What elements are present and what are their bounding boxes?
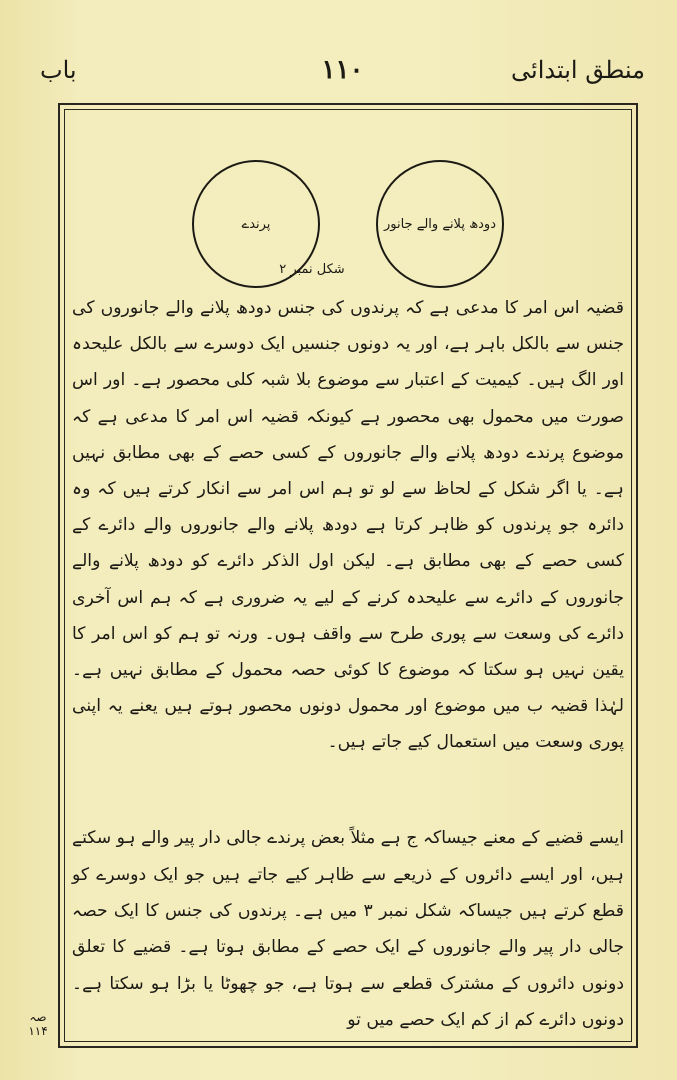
paragraph-1-text: قضیہ اس امر کا مدعی ہے کہ پرندوں کی جنس دودھ پلانے والے جانوروں کی جنس سے بالکل باہر ہے، اور یہ دونوں جنسیں ایک دوسرے سے بالکل علیحدہ اور الگ ہیں۔ کیمیت کے اعتبار سے موضوع بلا شبہ کلی محصور ہے۔ اور اس صورت میں محمول بھی محصور ہے کیونکہ قضیہ اس امر کا مدعی ہے کہ موضوع پرندے دودھ پلانے والے جانوروں کے کسی حصے کے بھی مطابق نہیں ہے۔ یا اگر شکل کے لحاظ سے لو تو ہم اس امر سے انکار کرتے ہیں کہ وہ دائرہ جو پرندوں کو ظاہر کرتا ہے دودھ پلانے والے جانوروں والے دائرے کے کسی حصے کے بھی مطابق ہے۔ لیکن اول الذکر دائرے کو دودھ پلانے والے جانوروں کے دائرے سے علیحدہ کرنے کے لیے یہ ضروری ہے کہ ہم اس آخری دائرے کی وسعت سے پوری طرح سے واقف ہوں۔ ورنہ تو ہم کو اس امر کا یقین نہیں ہو سکتا کہ موضوع کا کوئی حصہ محمول کے مطابق نہیں ہے۔ لہٰذا قضیہ ب میں موضوع اور محمول دونوں محصور ہوتے ہیں یعنے یہ اپنی پوری وسعت میں استعمال کیے جاتے ہیں۔ (72, 298, 624, 753)
paragraph-2 (72, 803, 624, 1056)
page-number: ۱۱۰ (321, 55, 364, 85)
paragraph-1 (72, 290, 624, 761)
chapter-tag: باب (40, 56, 77, 84)
book-title: منطق ابتدائی (511, 56, 645, 84)
circle-mammals-label: دودھ پلانے والے جانور (383, 216, 497, 232)
circle-birds-label: پرندے (241, 216, 271, 232)
page-header (40, 50, 645, 90)
margin-note: صہ ۱۱۴ (28, 1010, 48, 1038)
circle-mammals (376, 160, 504, 288)
figure-caption: شکل نمبر ۲ (279, 262, 345, 277)
paragraph-2-text: ایسے قضیے کے معنے جیساکہ ج ہے مثلاً بعض پرندے جالی دار پیر والے ہو سکتے ہیں، اور ایسے دائروں کے ذریعے سے ظاہر کیے جاتے ہیں جو ایک دوسرے کو قطع کرتے ہیں جیساکہ شکل نمبر ۳ میں ہے۔ پرندوں کی جنس کا ایک حصہ جالی دار پیر والے جانوروں کے ایک حصے کے مطابق ہوتا ہے۔ قضیے کا تعلق دونوں دائروں کے مشترک قطعے سے ہوتا ہے، جو چھوٹا یا بڑا ہو سکتا ہے۔ دونوں دائرے کم از کم ایک حصے میں تو (72, 828, 624, 1031)
